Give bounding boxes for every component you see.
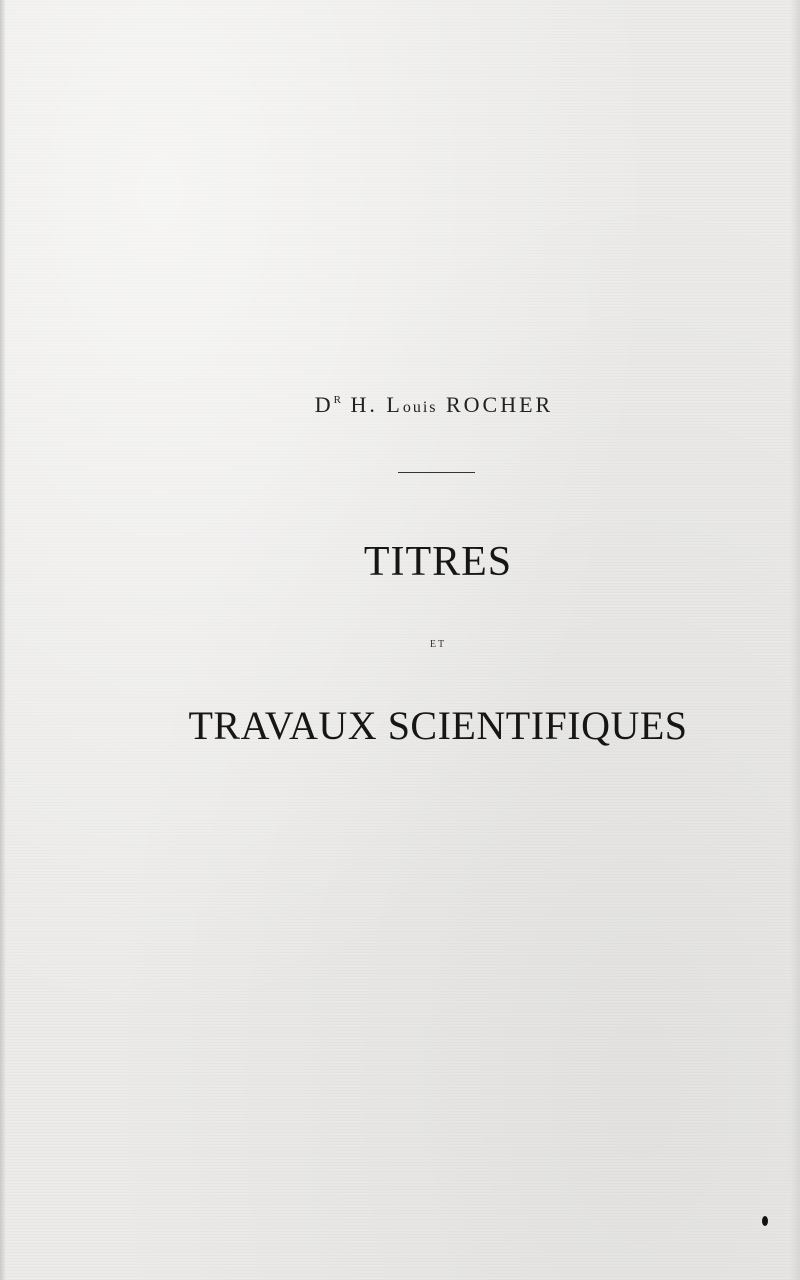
author-prefix-superscript: R <box>333 394 342 406</box>
author-given-first-letter: L <box>386 392 403 417</box>
author-line <box>0 392 800 418</box>
author-given-rest: ouis <box>402 399 438 416</box>
author-surname: ROCHER <box>446 392 554 417</box>
ink-speck <box>762 1216 768 1226</box>
author-prefix: D <box>314 392 334 417</box>
author-initial: H. <box>350 392 378 417</box>
title-line-2: TRAVAUX SCIENTIFIQUES <box>188 703 688 748</box>
separator-rule <box>398 472 475 473</box>
author-given-name <box>386 392 437 417</box>
title-connector: ET <box>429 639 447 650</box>
title-line-1: TITRES <box>363 539 513 585</box>
